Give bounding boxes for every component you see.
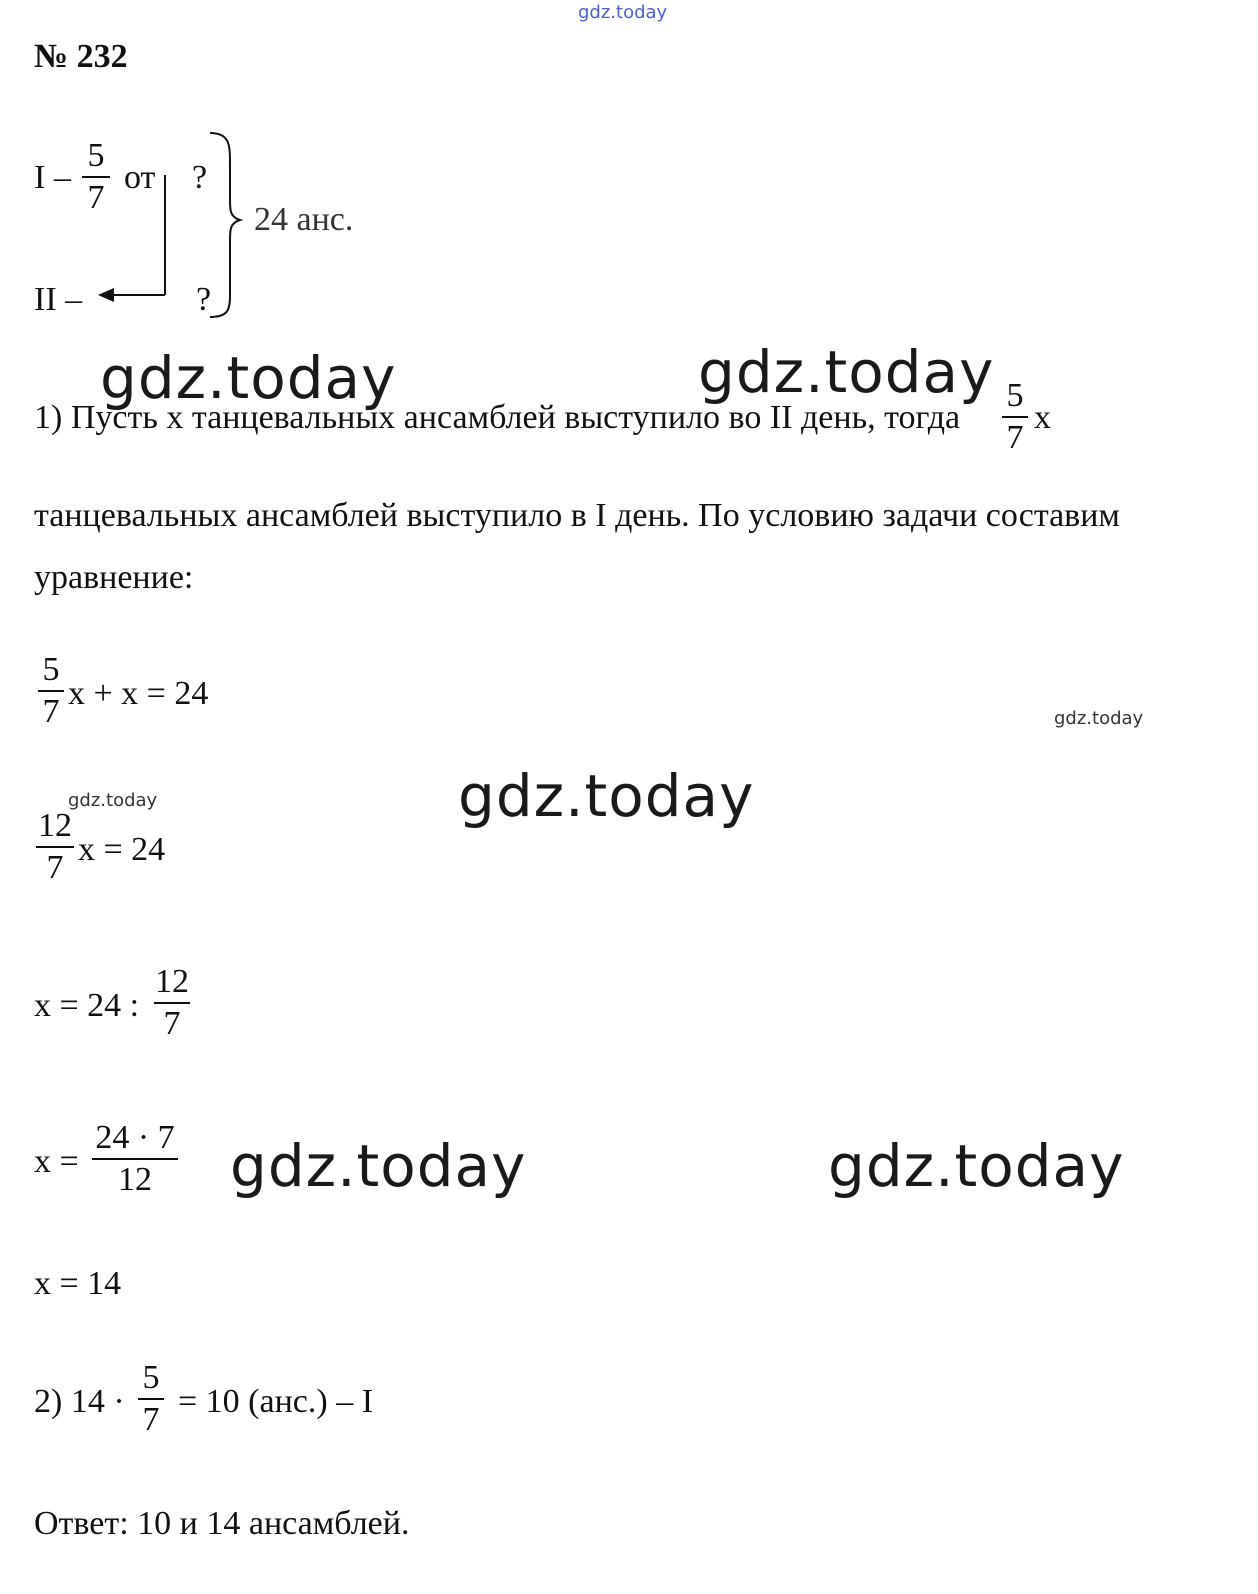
step1-frac-variable: x (1034, 399, 1051, 436)
eq2-fraction (36, 808, 74, 886)
scheme-of: от (124, 159, 156, 196)
watermark: gdz.today (458, 762, 755, 830)
step2-den: 7 (142, 1401, 160, 1438)
eq1-bar (38, 690, 64, 692)
step2-left: 2) 14 · (34, 1383, 125, 1420)
eq1-rest: x + x = 24 (68, 675, 209, 712)
eq3-left: x = 24 : (34, 987, 140, 1024)
step1-frac-bar (1002, 416, 1028, 418)
watermark: gdz.today (230, 1132, 527, 1200)
eq3-num: 12 (155, 963, 189, 1000)
problem-number: № 232 (34, 38, 128, 75)
eq5: x = 14 (34, 1265, 122, 1302)
watermark: gdz.today (828, 1132, 1125, 1200)
eq2-bar (36, 846, 74, 848)
scheme-arrow-and-brace (90, 125, 250, 325)
eq4-num: 24 · 7 (95, 1119, 175, 1156)
step1-line2: танцевальных ансамблей выступило в I день. По условию задачи составим (34, 497, 1120, 534)
eq3-bar (154, 1002, 190, 1004)
eq4-left: x = (34, 1143, 79, 1180)
arrow-head-icon (98, 288, 114, 302)
step1-frac-den: 7 (1006, 419, 1024, 456)
scheme-row2-label: II – (34, 281, 83, 318)
step2-fraction (138, 1360, 164, 1438)
eq2-rest: x = 24 (78, 831, 166, 868)
eq4-fraction (92, 1120, 178, 1198)
scheme-frac-num: 5 (87, 137, 105, 174)
step2-right: = 10 (анс.) – I (178, 1383, 374, 1420)
eq1-den: 7 (42, 693, 60, 730)
scheme-total: 24 анс. (254, 201, 354, 238)
scheme-row2-question: ? (196, 281, 212, 318)
step1-line1: 1) Пусть x танцевальных ансамблей выступило во II день, тогда (34, 399, 961, 436)
step2-num: 5 (142, 1359, 160, 1396)
curly-brace-icon (210, 133, 240, 317)
step1-line3: уравнение: (34, 559, 194, 596)
step1-frac-num: 5 (1006, 377, 1024, 414)
eq3-fraction (154, 964, 190, 1042)
step1-fraction (1002, 378, 1028, 456)
watermark-top: gdz.today (578, 2, 668, 23)
eq2-num: 12 (38, 807, 72, 844)
scheme-row1-label: I – (34, 159, 71, 196)
scheme-row1-question: ? (192, 159, 208, 196)
eq1-fraction (38, 652, 64, 730)
watermark-small: gdz.today (68, 790, 158, 811)
scheme-frac-den: 7 (87, 179, 105, 216)
watermark: gdz.today (100, 344, 397, 412)
eq1-num: 5 (42, 651, 60, 688)
eq4-den: 12 (118, 1161, 152, 1198)
watermark-small: gdz.today (1054, 708, 1144, 729)
step2-bar (138, 1398, 164, 1400)
eq3-den: 7 (163, 1005, 181, 1042)
eq2-den: 7 (46, 849, 64, 886)
eq4-bar (92, 1158, 178, 1160)
answer: Ответ: 10 и 14 ансамблей. (34, 1505, 410, 1542)
watermark: gdz.today (698, 338, 995, 406)
